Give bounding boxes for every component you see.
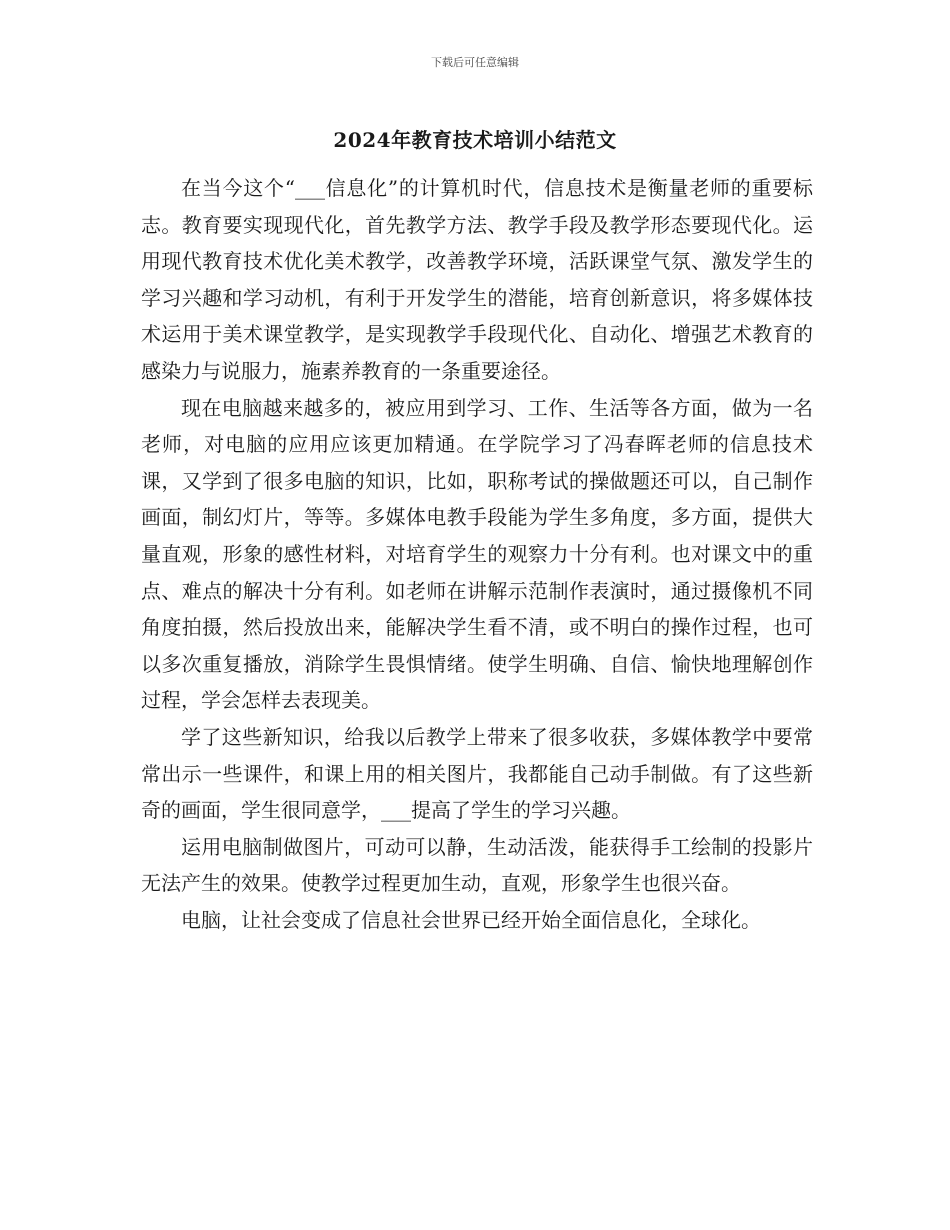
header-note: 下载后可任意编辑 xyxy=(431,56,519,69)
paragraph: 电脑，让社会变成了信息社会世界已经开始全面信息化，全球化。 xyxy=(181,907,761,932)
paragraph: 运用电脑制做图片，可动可以静，生动活泼，能获得手工绘制的投影片无法产生的效果。使教学过程更加生动，直观，形象学生也很兴奋。 xyxy=(141,834,813,896)
document-title: 2024年教育技术培训小结范文 xyxy=(333,128,617,152)
paragraph: 在当今这个“___信息化”的计算机时代，信息技术是衡量老师的重要标志。教育要实现现代化，首先教学方法、教学手段及教学形态要现代化。运用现代教育技术优化美术教学，改善教学环境，活跃课堂气氛、激发学生的学习兴趣和学习动机，有利于开发学生的潜能，培育创新意识，将多媒体技术运用于美术课堂教学，是实现教学手段现代化、自动化、增强艺术教育的感染力与说服力，施素养教育的一条重要途径。 xyxy=(141,176,813,383)
paragraph: 现在电脑越来越多的，被应用到学习、工作、生活等各方面，做为一名老师，对电脑的应用应该更加精通。在学院学习了冯春晖老师的信息技术课，又学到了很多电脑的知识，比如，职称考试的操做题还可以，自己制作画面，制幻灯片，等等。多媒体电教手段能为学生多角度，多方面，提供大量直观，形象的感性材料，对培育学生的观察力十分有利。也对课文中的重点、难点的解决十分有利。如老师在讲解示范制作表演时，通过摄像机不同角度拍摄，然后投放出来，能解决学生看不清，或不明白的操作过程，也可以多次重复播放，消除学生畏惧情绪。使学生明确、自信、愉快地理解创作过程，学会怎样去表现美。 xyxy=(141,395,813,713)
paragraph: 学了这些新知识，给我以后教学上带来了很多收获，多媒体教学中要常常出示一些课件，和课上用的相关图片，我都能自己动手制做。有了这些新奇的画面，学生很同意学，___提高了学生的学习兴趣。 xyxy=(141,724,813,823)
document-body xyxy=(141,170,813,938)
